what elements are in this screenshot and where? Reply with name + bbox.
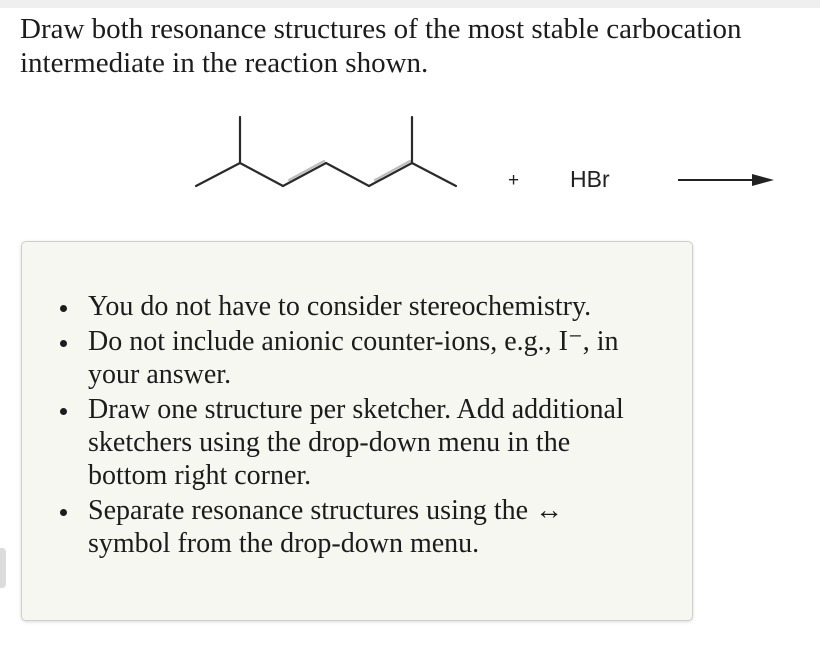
double-bond-2 — [369, 163, 412, 186]
question-text: Draw both resonance structures of the most stable carbocation intermediate in the reaction shown. — [20, 13, 742, 79]
instruction-item: Do not include anionic counter-ions, e.g., I⁻, in your answer. — [88, 325, 648, 391]
diene-skeletal-structure — [196, 117, 456, 186]
instruction-item: You do not have to consider stereochemistry. — [88, 290, 648, 323]
instruction-item: Draw one structure per sketcher. Add additional sketchers using the drop-down menu in the bottom right corner. — [88, 393, 648, 492]
double-bond-1 — [283, 163, 326, 186]
plus-sign: + — [508, 170, 520, 191]
instructions-box — [21, 241, 693, 621]
reaction-arrow — [678, 174, 774, 186]
top-strip — [0, 0, 820, 8]
instructions-list — [88, 290, 648, 562]
bond-2 — [240, 163, 283, 186]
bond-3 — [326, 163, 369, 186]
double-bond-1-inner — [289, 161, 324, 180]
reaction-svg — [0, 100, 820, 220]
reagent-hbr: HBr — [570, 166, 610, 192]
instruction-item: Separate resonance structures using the ↔ symbol from the drop-down menu. — [88, 494, 648, 560]
left-edge-tab — [0, 548, 6, 588]
double-bond-2-inner — [375, 161, 410, 180]
reaction-scheme — [0, 100, 820, 220]
bond-1 — [196, 163, 240, 186]
bond-4 — [412, 163, 456, 186]
